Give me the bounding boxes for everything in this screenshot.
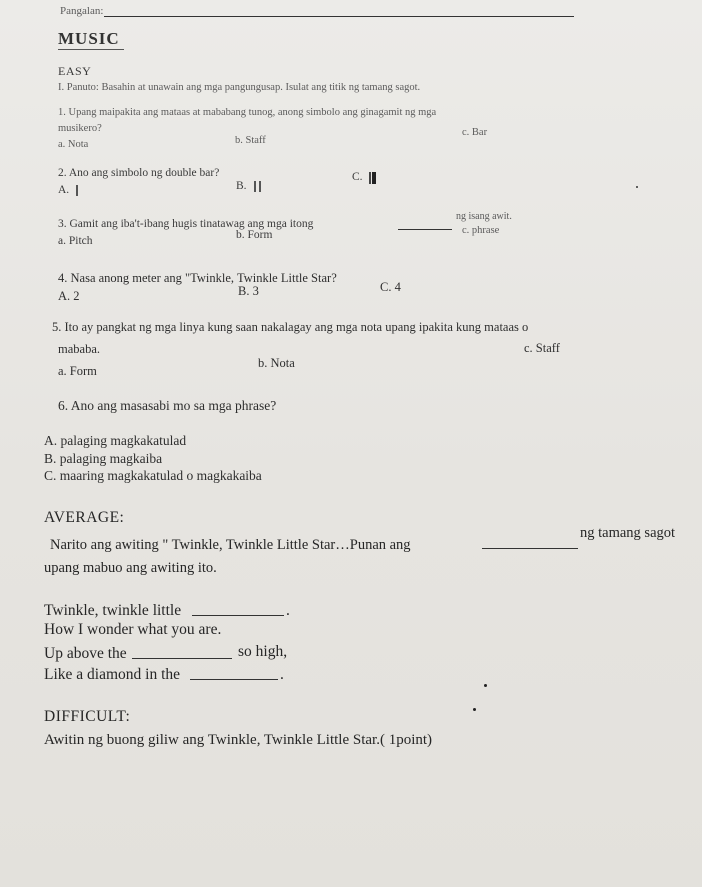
q1-text-line1: 1. Upang maipakita ang mataas at mababang tunog, anong simbolo ang ginagamit ng mga (58, 107, 437, 118)
lyric-line2: How I wonder what you are. (44, 621, 222, 638)
average-instruction-blank (482, 538, 578, 549)
page-title: MUSIC (58, 29, 120, 48)
name-label: Pangalan: (60, 5, 104, 17)
final-barline-thin-icon (369, 172, 371, 184)
q2-text: 2. Ano ang simbolo ng double bar? (58, 167, 220, 179)
lyric-line1-blank[interactable] (192, 603, 284, 616)
q3-choice-a: a. Pitch (58, 235, 93, 247)
q5-choice-b: b. Nota (258, 356, 295, 370)
lyric-line3-before: Up above the (44, 645, 127, 662)
double-barline-icon (254, 181, 256, 192)
average-instruction-line2: upang mabuo ang awiting ito. (44, 560, 217, 576)
q4-text: 4. Nasa anong meter ang "Twinkle, Twinkle Little Star? (58, 271, 337, 285)
q4-choice-b: B. 3 (238, 284, 259, 298)
ink-dot (484, 684, 487, 687)
q5-text-line1: 5. Ito ay pangkat ng mga linya kung saan nakalagay ang mga nota upang ipakita kung mataas o (52, 320, 529, 334)
q5-choice-c: c. Staff (524, 341, 560, 355)
average-label: AVERAGE: (44, 509, 125, 526)
easy-label: EASY (58, 64, 92, 78)
q3-text-after-blank: ng isang awit. (456, 211, 512, 222)
lyric-line3-after: so high, (238, 643, 288, 660)
lyric-line4-before: Like a diamond in the (44, 666, 181, 683)
q1-text-line2: musikero? (58, 123, 102, 134)
q6-text: 6. Ano ang masasabi mo sa mga phrase? (58, 398, 277, 413)
q1-choice-b: b. Staff (235, 135, 266, 146)
q3-choice-c: c. phrase (462, 225, 500, 236)
average-instruction-part1: Narito ang awiting " Twinkle, Twinkle Little Star…Punan ang (50, 537, 411, 553)
double-barline-icon-second (259, 181, 261, 192)
difficult-label: DIFFICULT: (44, 708, 131, 725)
q3-text: 3. Gamit ang iba't-ibang hugis tinatawag ang mga itong (58, 218, 314, 230)
title-underline (58, 49, 124, 50)
lyric-line1-after: . (286, 602, 290, 619)
lyric-line4-after: . (280, 666, 284, 683)
q3-blank[interactable] (398, 219, 452, 230)
difficult-instruction: Awitin ng buong giliw ang Twinkle, Twinkle Little Star.( 1point) (44, 732, 433, 748)
lyric-line1-before: Twinkle, twinkle little (44, 602, 182, 619)
q5-choice-a: a. Form (58, 364, 97, 378)
q1-choice-a: a. Nota (58, 139, 89, 150)
single-barline-icon (76, 185, 78, 196)
q4-choice-c: C. 4 (380, 280, 401, 294)
final-barline-thick-icon (372, 172, 376, 184)
q6-choice-c: C. maaring magkakatulad o magkakaiba (44, 468, 262, 483)
q1-choice-c: c. Bar (462, 127, 488, 138)
q6-choice-a: A. palaging magkakatulad (44, 433, 187, 448)
q2-choice-a: A. (58, 184, 70, 196)
average-instruction-part2: ng tamang sagot (580, 525, 676, 541)
ink-dot (473, 708, 476, 711)
q2-choice-c: C. (352, 171, 363, 183)
name-blank[interactable] (104, 6, 574, 17)
q5-text-line2: mababa. (58, 342, 100, 356)
ink-dot (636, 186, 638, 188)
q2-choice-b: B. (236, 180, 247, 192)
easy-instruction: I. Panuto: Basahin at unawain ang mga pangungusap. Isulat ang titik ng tamang sagot. (58, 82, 421, 93)
lyric-line3-blank[interactable] (132, 646, 232, 659)
lyric-line4-blank[interactable] (190, 667, 278, 680)
q3-choice-b: b. Form (236, 229, 273, 241)
q4-choice-a: A. 2 (58, 289, 80, 303)
q6-choice-b: B. palaging magkaiba (44, 451, 163, 466)
